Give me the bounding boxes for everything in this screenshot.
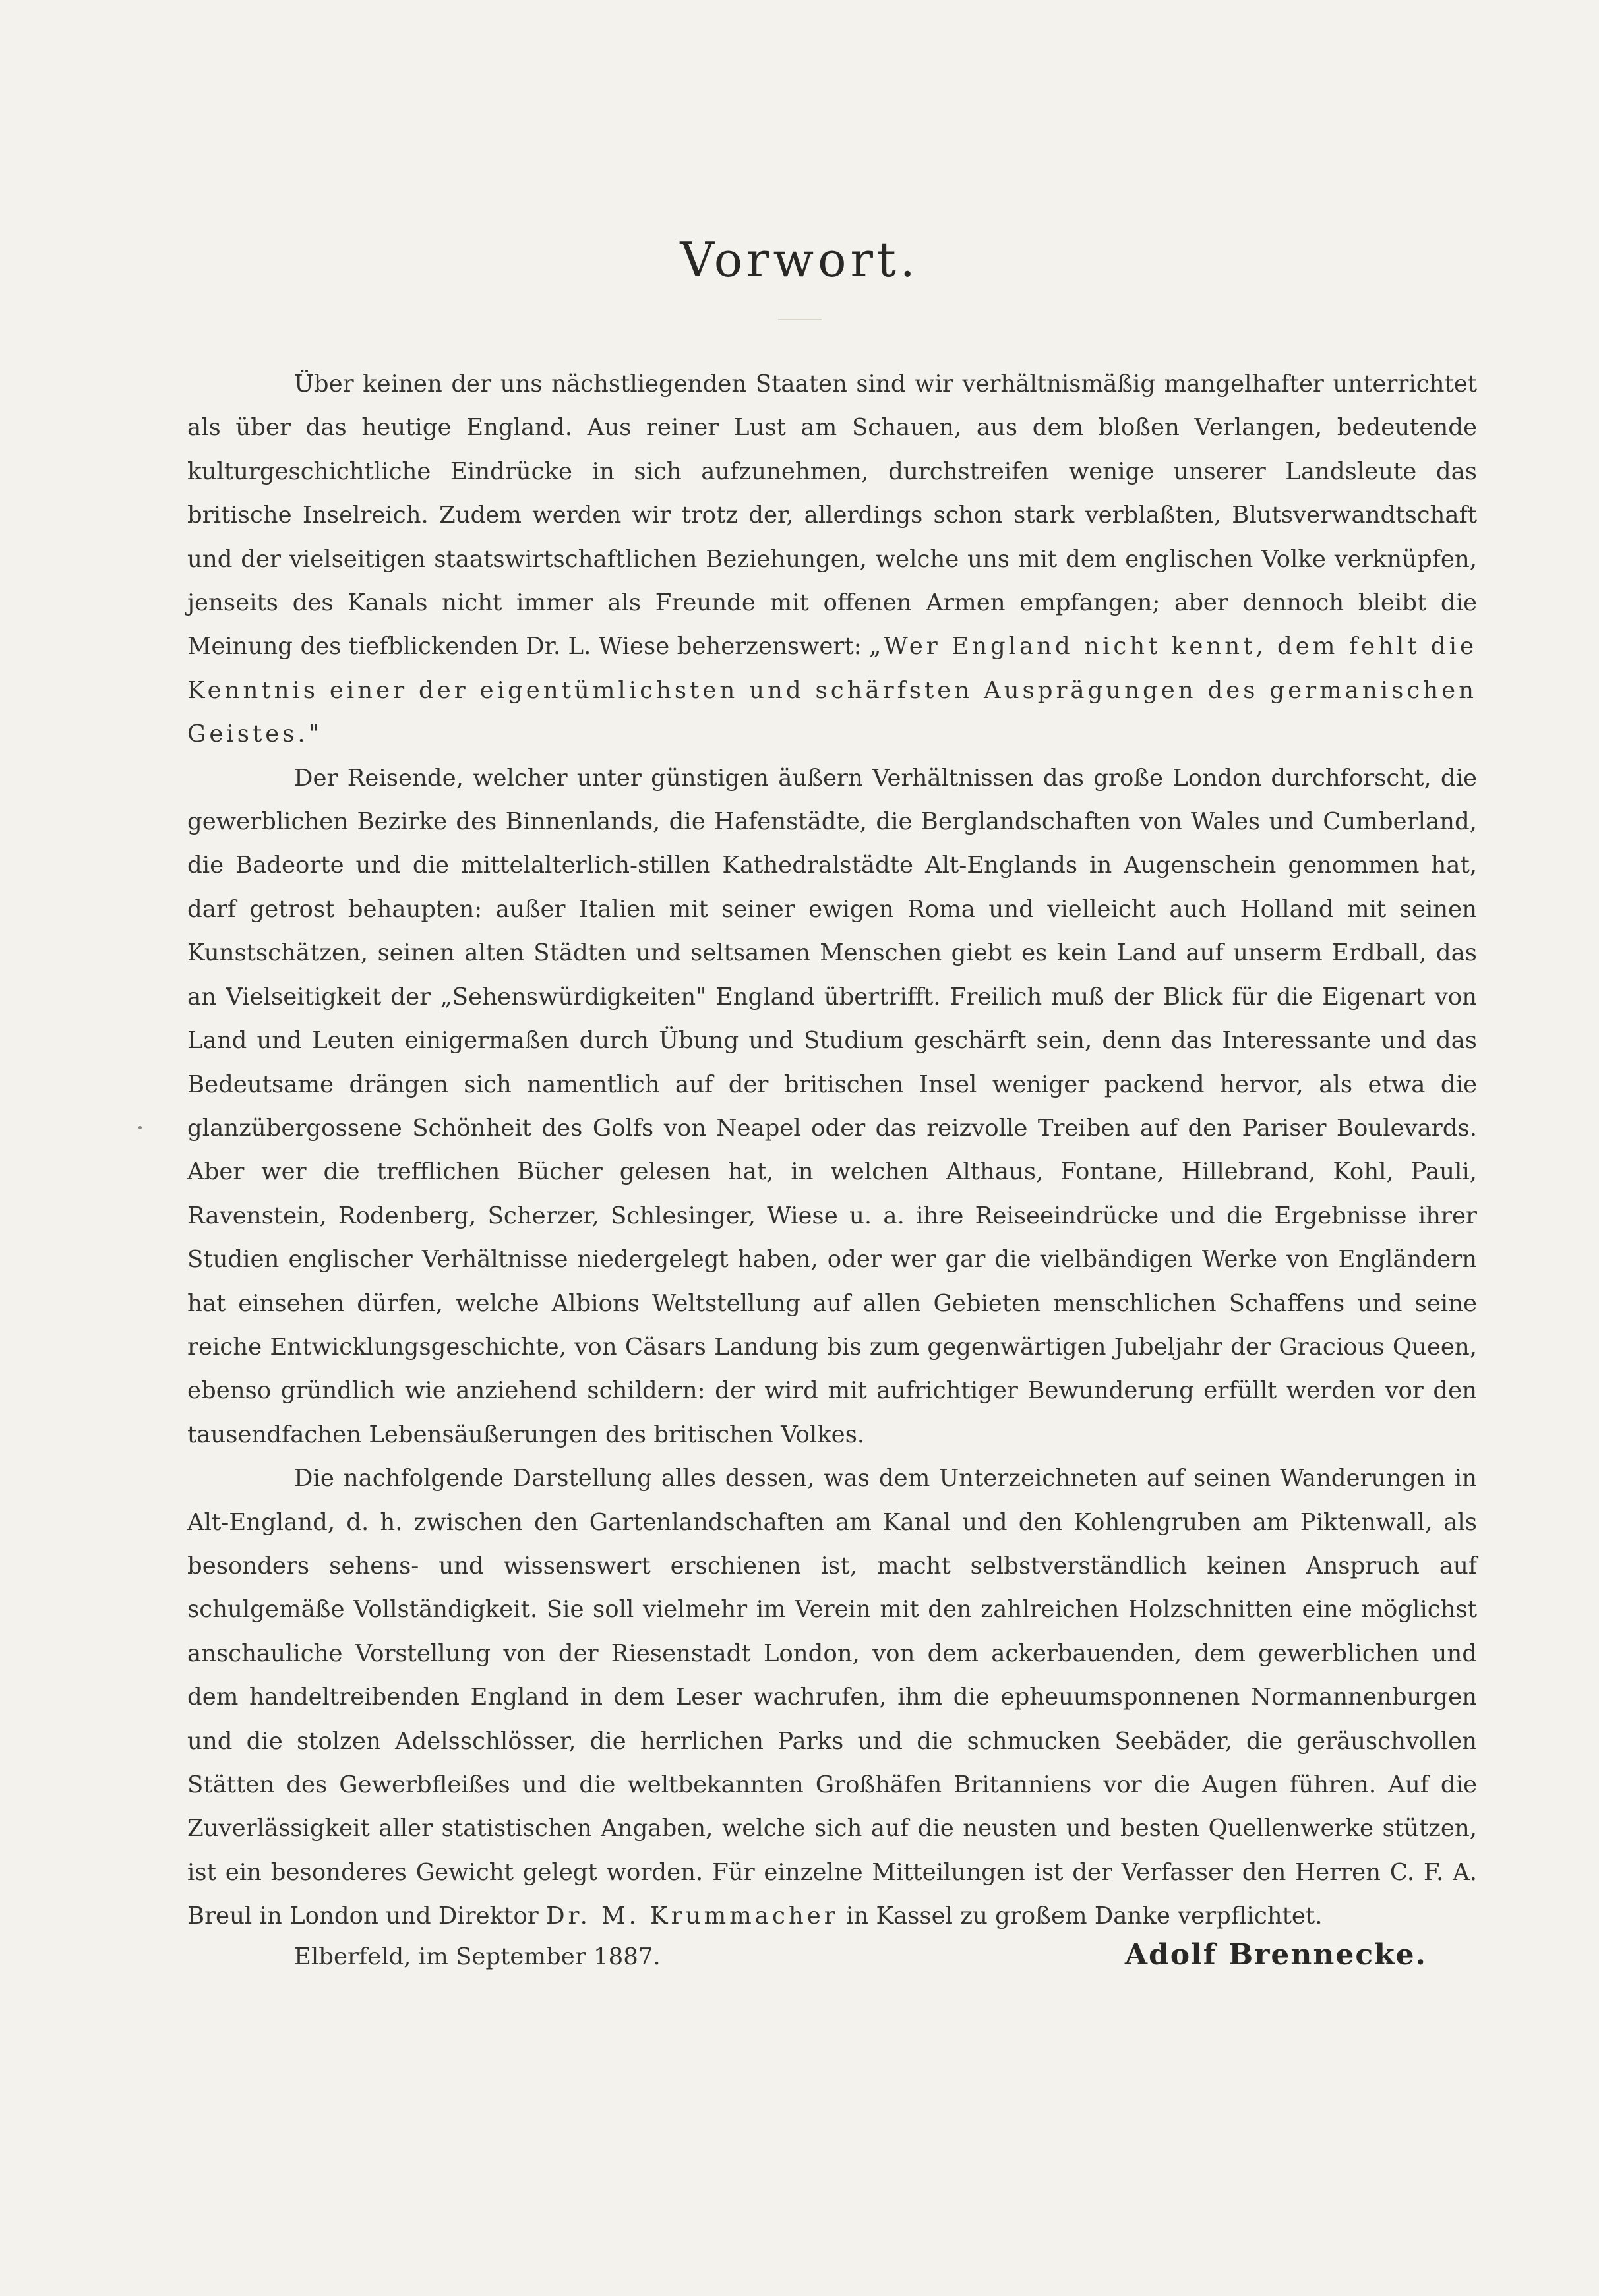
page-title: Vorwort. [680, 232, 919, 287]
title-divider [778, 319, 822, 320]
paragraph-1-text: Über keinen der uns nächstliegenden Staaten sind wir verhältnismäßig mangelhafter unterrichtet als über das heutige England. Aus reiner Lust am Schauen, aus dem bloßen Verlangen, bedeutende kulturgeschichtliche Eindrücke in sich aufzunehmen, durchstreifen wenige unserer Landsleute das britische Inselreich. Zudem werden wir trotz der, allerdings schon stark verblaßten, Blutsverwandtschaft und der vielseitigen staatswirtschaftlichen Beziehungen, welche uns mit dem englischen Volke verknüpfen, jenseits des Kanals nicht immer als Freunde mit offenen Armen empfangen; aber dennoch bleibt die Meinung des tiefblickenden Dr. L. Wiese beherzenswert: [187, 370, 1477, 661]
author-signature: Adolf Brennecke. [1124, 1938, 1427, 1972]
preface-body [187, 363, 1477, 1939]
quote-text: „Wer England nicht kennt, dem fehlt die Kenntnis einer der eigentümlichsten und schärfsten Ausprägungen des germanischen Geistes." [187, 633, 1477, 748]
paragraph-1 [187, 363, 1477, 757]
closing-rest: in Kassel zu großem Danke verpflichtet. [845, 1902, 1323, 1930]
paragraph-2: Der Reisende, welcher unter günstigen äußern Verhältnissen das große London durchforscht, die gewerblichen Bezirke des Binnenlands, die Hafenstädte, die Berglandschaften von Wales und Cumberland, die Badeorte und die mittelalterlich-stillen Kathedralstädte Alt-Englands in Augenschein genommen hat, darf getrost behaupten: außer Italien mit seiner ewigen Roma und vielleicht auch Holland mit seinen Kunstschätzen, seinen alten Städten und seltsamen Menschen giebt es kein Land auf unserm Erdball, das an Vielseitigkeit der „Sehenswürdigkeiten" England übertrifft. Freilich muß der Blick für die Eigenart von Land und Leuten einigermaßen durch Übung und Studium geschärft sein, denn das Interessante und das Bedeutsame drängen sich namentlich auf der britischen Insel weniger packend hervor, als etwa die glanzübergossene Schönheit des Golfs von Neapel oder das reizvolle Treiben auf den Pariser Boulevards. Aber wer die trefflichen Bücher gelesen hat, in welchen Althaus, Fontane, Hillebrand, Kohl, Pauli, Ravenstein, Rodenberg, Scherzer, Schlesinger, Wiese u. a. ihre Reiseeindrücke und die Ergebnisse ihrer Studien englischer Verhältnisse niedergelegt haben, oder wer gar die vielbändigen Werke von Engländern hat einsehen dürfen, welche Albions Weltstellung auf allen Gebieten menschlichen Schaffens und seine reiche Entwicklungsgeschichte, von Cäsars Landung bis zum gegenwärtigen Jubeljahr der Gracious Queen, ebenso gründlich wie anziehend schildern: der wird mit aufrichtiger Bewunderung erfüllt werden vor den tausendfachen Lebensäußerungen des britischen Volkes. [187, 764, 1477, 1448]
signature-row [187, 1938, 1427, 1989]
closing-name: Dr. M. Krummacher [546, 1902, 839, 1930]
place-date: Elberfeld, im September 1887. [294, 1943, 661, 1970]
paragraph-3 [187, 1457, 1477, 1938]
margin-mark [138, 1126, 142, 1129]
paragraph-3-text: Die nachfolgende Darstellung alles dessen, was dem Unterzeichneten auf seinen Wanderungen in Alt-England, d. h. zwischen den Gartenlandschaften am Kanal und den Kohlengruben am Piktenwall, als besonders sehens- und wissenswert erschienen ist, macht selbstverständlich keinen Anspruch auf schulgemäße Vollständigkeit. Sie soll vielmehr im Verein mit den zahlreichen Holzschnitten eine möglichst anschauliche Vorstellung von der Riesenstadt London, von dem ackerbauenden, dem gewerblichen und dem handeltreibenden England in dem Leser wachrufen, ihm die epheuumsponnenen Normannenburgen und die stolzen Adelsschlösser, die herrlichen Parks und die schmucken Seebäder, die geräuschvollen Stätten des Gewerbfleißes und die weltbekannten Großhäfen Britanniens vor die Augen führen. Auf die Zuverlässigkeit aller statistischen Angaben, welche sich auf die neusten und besten Quellenwerke stützen, ist ein besonderes Gewicht gelegt worden. Für einzelne Mitteilungen ist der Verfasser den Herren C. F. A. Breul in London und Direktor [187, 1465, 1477, 1930]
